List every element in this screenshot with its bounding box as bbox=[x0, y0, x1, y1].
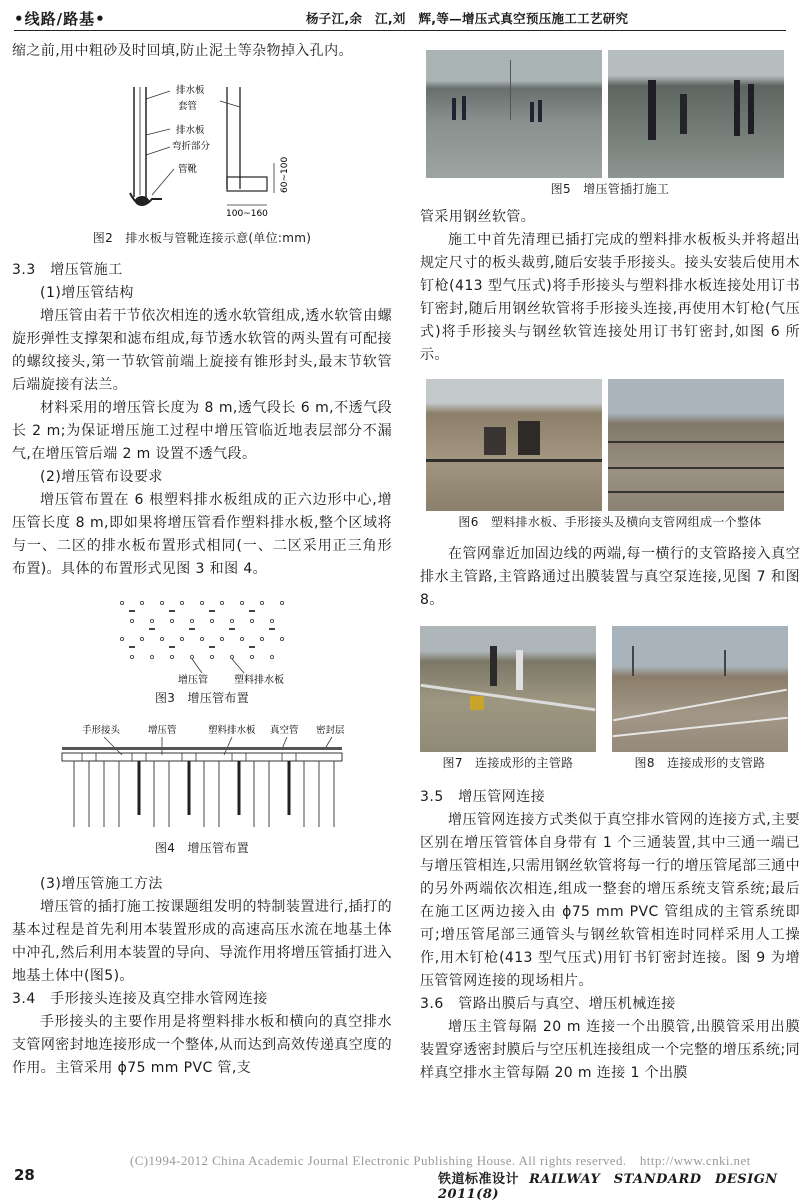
header-rule bbox=[14, 30, 786, 31]
journal-name-en: RAILWAY STANDARD DESIGN 2011(8) bbox=[438, 1172, 792, 1202]
section-3-6-heading: 3.6 管路出膜后与真空、增压机械连接 bbox=[420, 996, 676, 1012]
paragraph-continued: 缩之前,用中粗砂及时回填,防止泥土等杂物掉入孔内。 bbox=[12, 43, 353, 59]
fig2-dim-height: 60~100 bbox=[280, 156, 290, 193]
section-3-4-heading: 3.4 手形接头连接及真空排水管网连接 bbox=[12, 991, 268, 1007]
paragraph-materials: 材料采用的增压管长度为 8 m,透气段长 6 m,不透气段长 2 m;为保证增压施工过程中增压管临近地表层部分不漏气,在增压管后端 2 m 设置不透气段。 bbox=[12, 400, 392, 462]
fig4-label-hand-joint: 手形接头 bbox=[82, 725, 121, 736]
figure-6-caption: 图6 塑料排水板、手形接头及横向支管网组成一个整体 bbox=[458, 515, 762, 529]
figures-7-8-captions bbox=[420, 752, 800, 772]
fig2-label-drain-board: 排水板 bbox=[176, 85, 205, 96]
page-number: 28 bbox=[14, 1166, 35, 1184]
fig5-photo-right bbox=[608, 50, 784, 178]
fig6-photo-right bbox=[608, 379, 784, 511]
figure-6 bbox=[420, 379, 800, 511]
running-title: 杨子江,余 江,刘 辉,等—增压式真空预压施工工艺研究 bbox=[306, 11, 629, 26]
figure-3-diagram bbox=[12, 595, 392, 687]
paragraph-main-pipe: 在管网靠近加固边线的两端,每一横行的支管路接入真空排水主管路,主管路通过出膜装置与真空泵连接,见图 7 和图 8。 bbox=[420, 546, 800, 608]
fig8-photo bbox=[612, 626, 788, 752]
figure-4-diagram bbox=[12, 719, 392, 837]
fig4-label-pressure-pipe: 增压管 bbox=[148, 725, 177, 736]
paragraph-pipe-network: 增压管网连接方式类似于真空排水管网的连接方式,主要区别在增压管管体自身带有 1 个三通装置,其中三通一端已与增压管相连,只需用钢丝软管将每一行的增压管尾部三通中的另外两端依次相连,组成一整套的增压系统支管系统;最后在施工区两边接入由 ϕ75 mm PVC 管组成的主管系统即可;增压管尾部三通管头与钢丝软管相连时同样采用人工操作,用木钉枪(413 型气压式)用钉书钉密封连接。图 9 为增压管管网连接的现场相片。 bbox=[420, 812, 800, 989]
fig2-label-bend: 弯折部分 bbox=[172, 141, 211, 152]
figure-5-caption: 图5 增压管插打施工 bbox=[550, 182, 670, 196]
figures-7-8 bbox=[420, 626, 800, 752]
figure-4 bbox=[12, 719, 392, 837]
fig3-label-drain-board: 塑料排水板 bbox=[234, 675, 284, 686]
fig5-photo-left bbox=[426, 50, 602, 178]
figure-2-diagram bbox=[12, 77, 392, 217]
paragraph-method: 增压管的插打施工按课题组发明的特制装置进行,插打的基本过程是首先利用本装置形成的高速高压水流在地基土体中冲孔,然后利用本装置的导向、导流作用将增压管插打进入地基土体中(图5)。 bbox=[12, 899, 392, 984]
figure-3 bbox=[12, 595, 392, 687]
section-3-5-heading: 3.5 增压管网连接 bbox=[420, 789, 546, 805]
paragraph-layout: 增压管布置在 6 根塑料排水板组成的正六边形中心,增压管长度 8 m,即如果将增压管看作塑料排水板,整个区域将与一、二区的排水板布置形式相同(一、二区采用正三角形布置)。具体的布置形式见图 3 和图 4。 bbox=[12, 492, 392, 577]
figure-3-caption: 图3 增压管布置 bbox=[154, 691, 250, 705]
subsection-structure: (1)增压管结构 bbox=[40, 285, 134, 301]
fig3-label-pressure-pipe: 增压管 bbox=[178, 675, 208, 686]
figure-4-caption: 图4 增压管布置 bbox=[154, 841, 250, 855]
paragraph-hose-continued: 管采用钢丝软管。 bbox=[420, 209, 536, 225]
paragraph-hand-joint: 手形接头的主要作用是将塑料排水板和横向的真空排水支管网密封地连接形成一个整体,从而达到高效传递真空度的作用。主管采用 ϕ75 mm PVC 管,支 bbox=[12, 1014, 392, 1076]
left-column bbox=[12, 40, 392, 1080]
fig2-label-shoe: 管靴 bbox=[178, 164, 198, 175]
fig2-dim-width: 100~160 bbox=[226, 209, 268, 217]
fig2-label-casing: 套管 bbox=[178, 101, 198, 112]
fig7-photo bbox=[420, 626, 596, 752]
section-header: •线路/路基• bbox=[14, 10, 106, 28]
copyright-watermark: (C)1994-2012 China Academic Journal Electronic Publishing House. All rights reserved. http://www.cnki.net bbox=[130, 1153, 751, 1168]
paragraph-membrane-exit: 增压主管每隔 20 m 连接一个出膜管,出膜管采用出膜装置穿透密封膜后与空压机连接组成一个完整的增压系统;同样真空排水主管每隔 20 m 连接 1 个出膜 bbox=[420, 1019, 800, 1081]
fig6-photo-left bbox=[426, 379, 602, 511]
fig2-label-drain-board-2: 排水板 bbox=[176, 125, 205, 136]
paragraph-construction: 施工中首先清理已插打完成的塑料排水板板头并将超出规定尺寸的板头裁剪,随后安装手形接头。接头安装后使用木钉枪(413 型气压式)将手形接头与塑料排水板连接处用订书钉密封,随后用钢丝软管将手形接头连接,再使用木钉枪(气压式)将手形接头与钢丝软管连接处用订书钉密封,如图 6 所示。 bbox=[420, 232, 800, 363]
figure-5 bbox=[420, 50, 800, 178]
journal-name-cn: 铁道标准设计 bbox=[438, 1172, 520, 1187]
paragraph-structure: 增压管由若干节依次相连的透水软管组成,透水软管由螺旋形弹性支撑架和滤布组成,每节透水软管的两头置有可配接的螺纹接头,第一节软管前端上旋接有锥形封头,最末节软管后端旋接有法兰。 bbox=[12, 308, 392, 393]
right-column bbox=[420, 40, 800, 1085]
fig4-label-seal-layer: 密封层 bbox=[316, 725, 345, 736]
figure-2 bbox=[12, 77, 392, 227]
journal-footer bbox=[438, 1168, 800, 1202]
fig4-label-vacuum-pipe: 真空管 bbox=[270, 725, 299, 736]
figure-7-caption: 图7 连接成形的主管路 bbox=[442, 756, 574, 770]
fig4-label-drain-board: 塑料排水板 bbox=[208, 725, 256, 736]
section-3-3-heading: 3.3 增压管施工 bbox=[12, 262, 123, 278]
figure-8-caption: 图8 连接成形的支管路 bbox=[634, 756, 766, 770]
subsection-layout: (2)增压管布设要求 bbox=[40, 469, 163, 485]
figure-2-caption: 图2 排水板与管靴连接示意(单位:mm) bbox=[92, 231, 312, 245]
subsection-method: (3)增压管施工方法 bbox=[40, 876, 163, 892]
